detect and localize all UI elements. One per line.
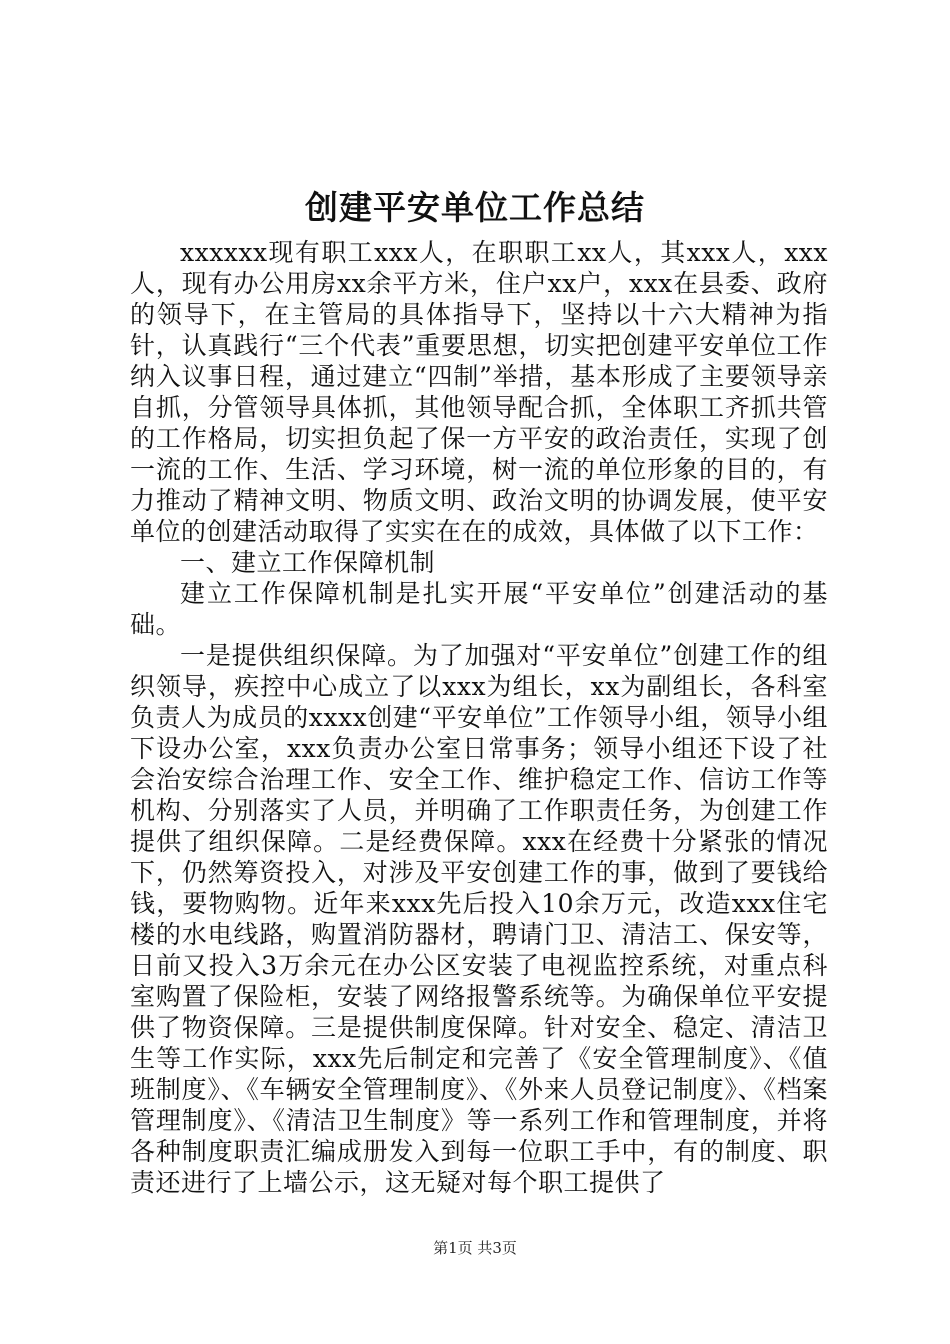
- paragraph-section-lead: 建立工作保障机制是扎实开展“平安单位”创建活动的基础。: [130, 579, 828, 639]
- document-body: [130, 237, 828, 1198]
- paragraph-section-detail: 一是提供组织保障。为了加强对“平安单位”创建工作的组织领导，疾控中心成立了以xxx为组长，xx为副组长，各科室负责人为成员的xxxx创建“平安单位”工作领导小组，领导小组下设办公室，xxx负责办公室日常事务；领导小组还下设了社会治安综合治理工作、安全工作、维护稳定工作、信访工作等机构、分别落实了人员，并明确了工作职责任务，为创建工作提供了组织保障。二是经费保障。xxx在经费十分紧张的情况下，仍然筹资投入，对涉及平安创建工作的事，做到了要钱给钱，要物购物。近年来xxx先后投入10余万元，改造xxx住宅楼的水电线路，购置消防器材，聘请门卫、清洁工、保安等，日前又投入3万余元在办公区安装了电视监控系统，对重点科室购置了保险柜，安装了网络报警系统等。为确保单位平安提供了物资保障。三是提供制度保障。针对安全、稳定、清洁卫生等工作实际，xxx先后制定和完善了《安全管理制度》、《值班制度》、《车辆安全管理制度》、《外来人员登记制度》、《档案管理制度》、《清洁卫生制度》等一系列工作和管理制度，并将各种制度职责汇编成册发入到每一位职工手中，有的制度、职责还进行了上墙公示，这无疑对每个职工提供了: [130, 641, 828, 1197]
- paragraph-intro: xxxxxx现有职工xxx人，在职职工xx人，其xxx人，xxx人，现有办公用房xx余平方米，住户xx户，xxx在县委、政府的领导下，在主管局的具体指导下，坚持以十六大精神为指针，认真践行“三个代表”重要思想，切实把创建平安单位工作纳入议事日程，通过建立“四制”举措，基本形成了主要领导亲自抓，分管领导具体抓，其他领导配合抓，全体职工齐抓共管的工作格局，切实担负起了保一方平安的政治责任，实现了创一流的工作、生活、学习环境，树一流的单位形象的目的，有力推动了精神文明、物质文明、政治文明的协调发展，使平安单位的创建活动取得了实实在在的成效，具体做了以下工作：: [130, 238, 828, 546]
- document-title: 创建平安单位工作总结: [305, 188, 645, 227]
- section-heading: 一、建立工作保障机制: [180, 548, 436, 577]
- page-number-footer: 第1页 共3页: [433, 1239, 517, 1257]
